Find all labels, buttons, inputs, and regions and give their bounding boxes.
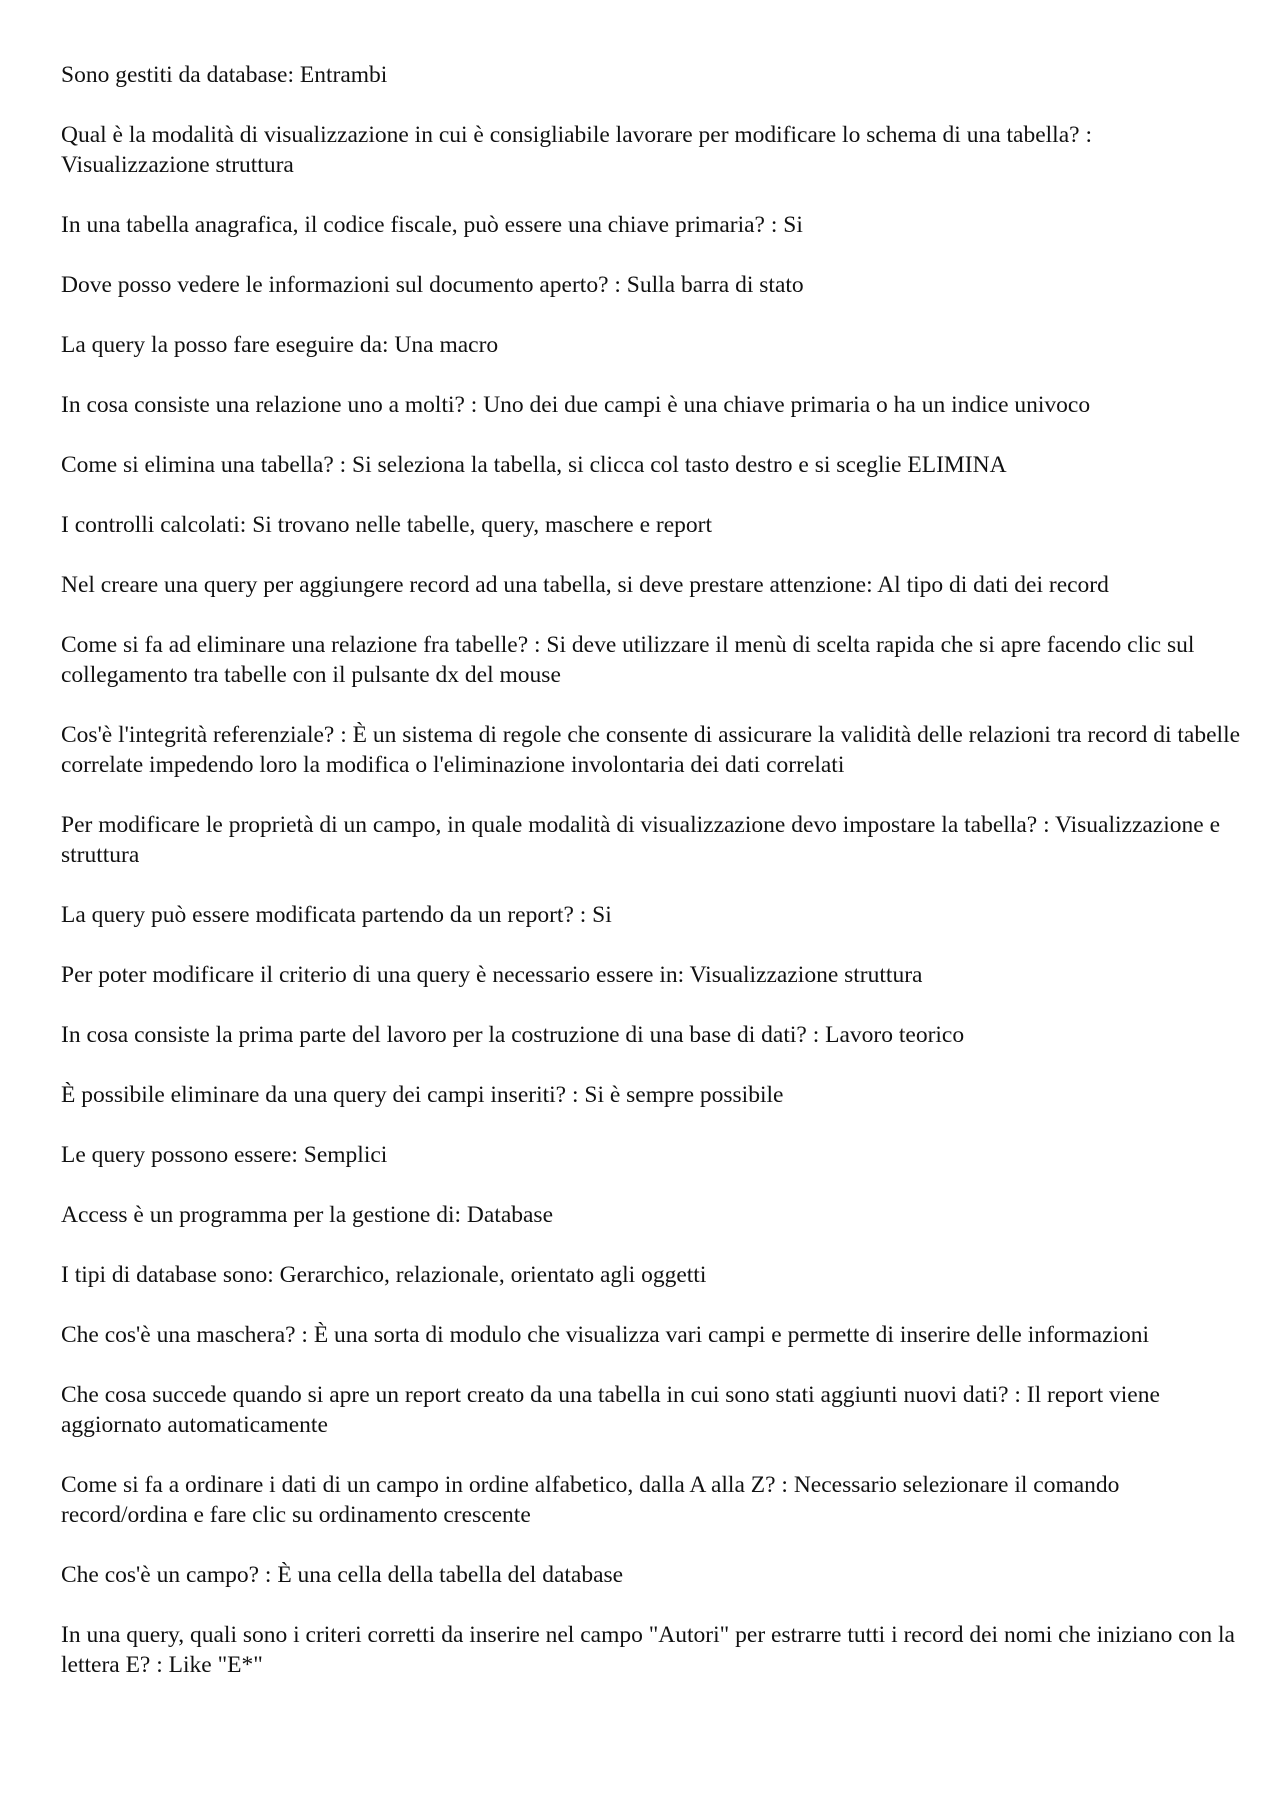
qa-entry: I tipi di database sono: Gerarchico, relazionale, orientato agli oggetti: [61, 1262, 707, 1288]
qa-entry: Come si fa ad eliminare una relazione fra tabelle? : Si deve utilizzare il menù di scelta rapida che si apre facendo clic sul collegamento tra tabelle con il pulsante dx del mouse: [61, 632, 1195, 688]
qa-entry: La query la posso fare eseguire da: Una macro: [61, 332, 499, 358]
qa-entry: In cosa consiste una relazione uno a molti? : Uno dei due campi è una chiave primaria o ha un indice univoco: [61, 392, 1091, 418]
qa-entry: Che cos'è una maschera? : È una sorta di modulo che visualizza vari campi e permette di inserire delle informazioni: [61, 1322, 1150, 1348]
qa-entry: Access è un programma per la gestione di: Database: [61, 1202, 554, 1228]
qa-entry: Per modificare le proprietà di un campo, in quale modalità di visualizzazione devo impostare la tabella? : Visualizzazione e struttura: [61, 812, 1221, 868]
qa-entry: In una query, quali sono i criteri corretti da inserire nel campo "Autori" per estrarre tutti i record dei nomi che iniziano con la lettera E? : Like "E*": [61, 1622, 1235, 1678]
qa-entry: La query può essere modificata partendo da un report? : Si: [61, 902, 612, 928]
qa-entry: È possibile eliminare da una query dei campi inseriti? : Si è sempre possibile: [61, 1082, 784, 1108]
document-page: [61, 60, 1241, 1710]
qa-entry: Dove posso vedere le informazioni sul documento aperto? : Sulla barra di stato: [61, 272, 804, 298]
qa-entry: Cos'è l'integrità referenziale? : È un sistema di regole che consente di assicurare la validità delle relazioni tra record di tabelle correlate impedendo loro la modifica o l'eliminazione involontaria dei dati correlati: [61, 722, 1241, 778]
qa-entry: Qual è la modalità di visualizzazione in cui è consigliabile lavorare per modificare lo schema di una tabella? : Visualizzazione struttura: [61, 122, 1092, 178]
qa-entry: Per poter modificare il criterio di una query è necessario essere in: Visualizzazione struttura: [61, 962, 923, 988]
qa-entry: Nel creare una query per aggiungere record ad una tabella, si deve prestare attenzione: Al tipo di dati dei record: [61, 572, 1109, 598]
qa-entry: Che cosa succede quando si apre un report creato da una tabella in cui sono stati aggiunti nuovi dati? : Il report viene aggiornato automaticamente: [61, 1382, 1160, 1438]
qa-entry: Sono gestiti da database: Entrambi: [61, 62, 388, 88]
qa-entry: In cosa consiste la prima parte del lavoro per la costruzione di una base di dati? : Lavoro teorico: [61, 1022, 965, 1048]
qa-entry: Come si elimina una tabella? : Si seleziona la tabella, si clicca col tasto destro e si sceglie ELIMINA: [61, 452, 1007, 478]
qa-entry: Come si fa a ordinare i dati di un campo in ordine alfabetico, dalla A alla Z? : Necessario selezionare il comando record/ordina e fare clic su ordinamento crescente: [61, 1472, 1120, 1528]
qa-entry: In una tabella anagrafica, il codice fiscale, può essere una chiave primaria? : Si: [61, 212, 803, 238]
qa-entry: Che cos'è un campo? : È una cella della tabella del database: [61, 1562, 624, 1588]
qa-entry: Le query possono essere: Semplici: [61, 1142, 388, 1168]
qa-entry: I controlli calcolati: Si trovano nelle tabelle, query, maschere e report: [61, 512, 712, 538]
